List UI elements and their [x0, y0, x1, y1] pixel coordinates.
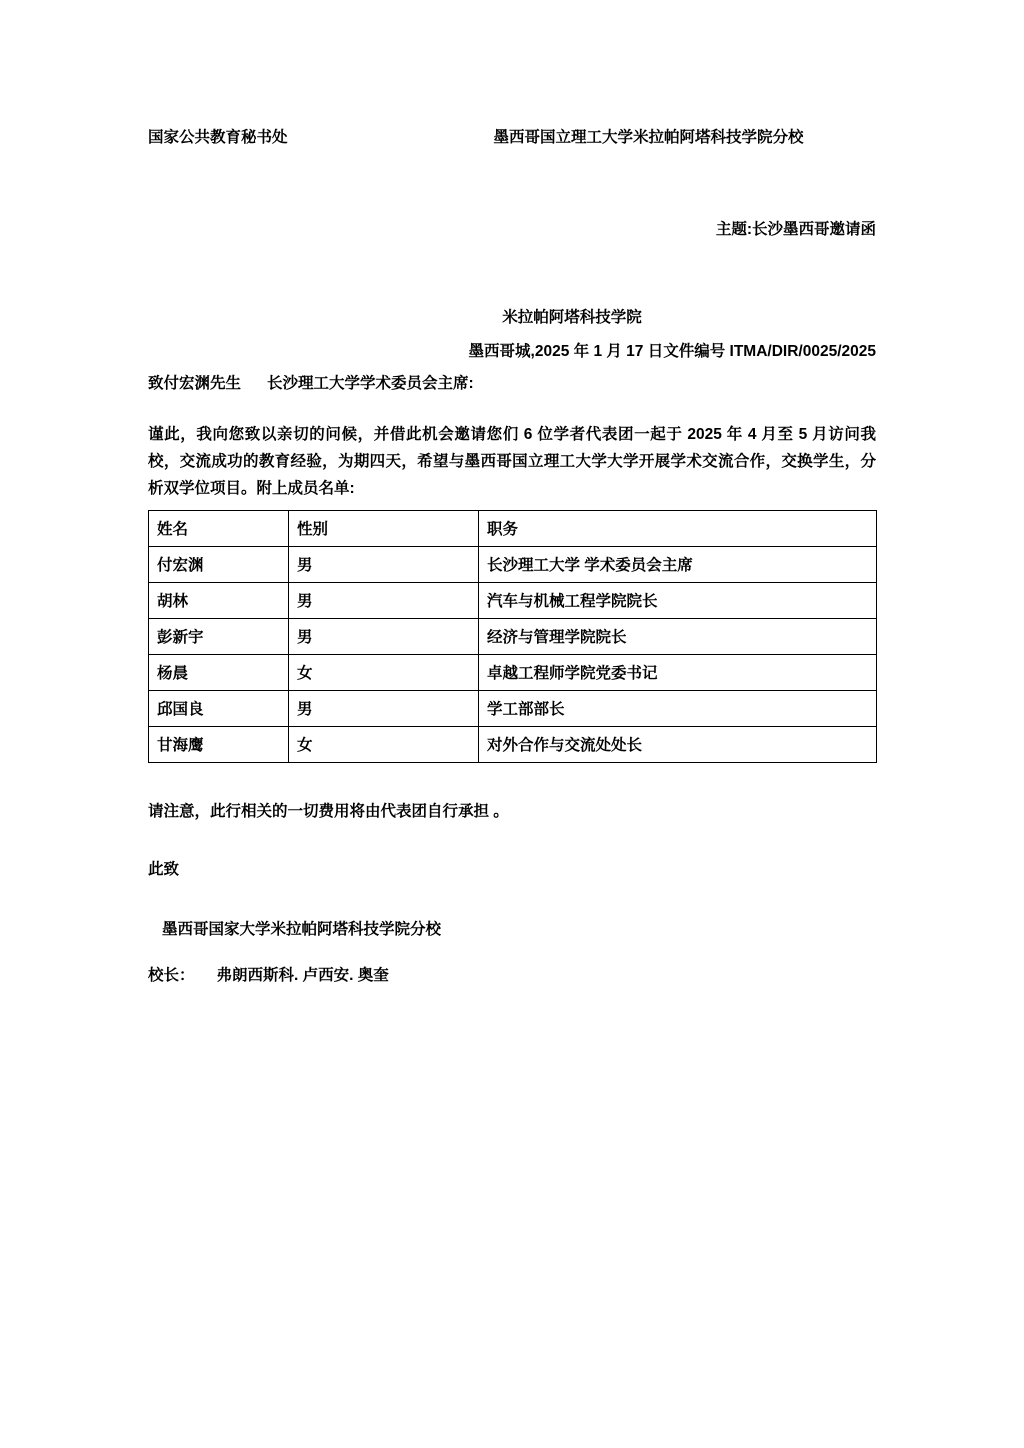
column-header-position: 职务: [479, 511, 877, 547]
cell-gender: 男: [289, 691, 479, 727]
table-row: [149, 691, 877, 727]
cell-name: 彭新宇: [149, 619, 289, 655]
cell-gender: 男: [289, 547, 479, 583]
cell-position: 卓越工程师学院党委书记: [479, 655, 877, 691]
signer-line: [148, 963, 876, 985]
salutation-recipient: 致付宏渊先生: [148, 375, 242, 392]
header-left-text: 国家公共教育秘书处: [148, 129, 288, 146]
cell-name: 邱国良: [149, 691, 289, 727]
table-row: [149, 583, 877, 619]
cell-name: 胡林: [149, 583, 289, 619]
cell-gender: 男: [289, 619, 479, 655]
document-header: [148, 125, 876, 147]
cell-name: 付宏渊: [149, 547, 289, 583]
signer-role: 校长：: [148, 967, 195, 985]
cell-gender: 男: [289, 583, 479, 619]
closing-text: 此致: [148, 861, 180, 879]
cell-position: 经济与管理学院院长: [479, 619, 877, 655]
document-reference: 墨西哥城,2025 年 1 月 17 日文件编号 ITMA/DIR/0025/2025: [468, 343, 876, 360]
table-row: [149, 619, 877, 655]
institute-name: 米拉帕阿塔科技学院: [502, 309, 642, 326]
header-right-text: 墨西哥国立理工大学米拉帕阿塔科技学院分校: [493, 129, 804, 146]
members-table: [148, 510, 877, 763]
cell-position: 长沙理工大学 学术委员会主席: [479, 547, 877, 583]
cell-gender: 女: [289, 727, 479, 763]
table-header-row: [149, 511, 877, 547]
body-paragraph: 谨此，我向您致以亲切的问候，并借此机会邀请您们 6 位学者代表团一起于 2025 年 4 月至 5 月访问我校，交流成功的教育经验，为期四天，希望与墨西哥国立理工大学大学开展学术交流合作，交换学生，分析双学位项目。附上成员名单:: [148, 426, 876, 498]
cell-position: 汽车与机械工程学院院长: [479, 583, 877, 619]
table-row: [149, 727, 877, 763]
table-row: [149, 655, 877, 691]
subject-line: 主题:长沙墨西哥邀请函: [715, 221, 876, 238]
cell-gender: 女: [289, 655, 479, 691]
column-header-name: 姓名: [149, 511, 289, 547]
signer-name: 弗朗西斯科. 卢西安. 奥奎: [216, 967, 389, 985]
expense-note: 请注意，此行相关的一切费用将由代表团自行承担 。: [148, 803, 509, 821]
cell-name: 杨晨: [149, 655, 289, 691]
document-content: [148, 0, 876, 985]
salutation: [148, 371, 876, 393]
cell-position: 对外合作与交流处处长: [479, 727, 877, 763]
cell-name: 甘海鹰: [149, 727, 289, 763]
table-row: [149, 547, 877, 583]
column-header-gender: 性别: [289, 511, 479, 547]
cell-position: 学工部部长: [479, 691, 877, 727]
signer-organization: 墨西哥国家大学米拉帕阿塔科技学院分校: [162, 921, 442, 939]
salutation-title: 长沙理工大学学术委员会主席:: [267, 375, 474, 392]
